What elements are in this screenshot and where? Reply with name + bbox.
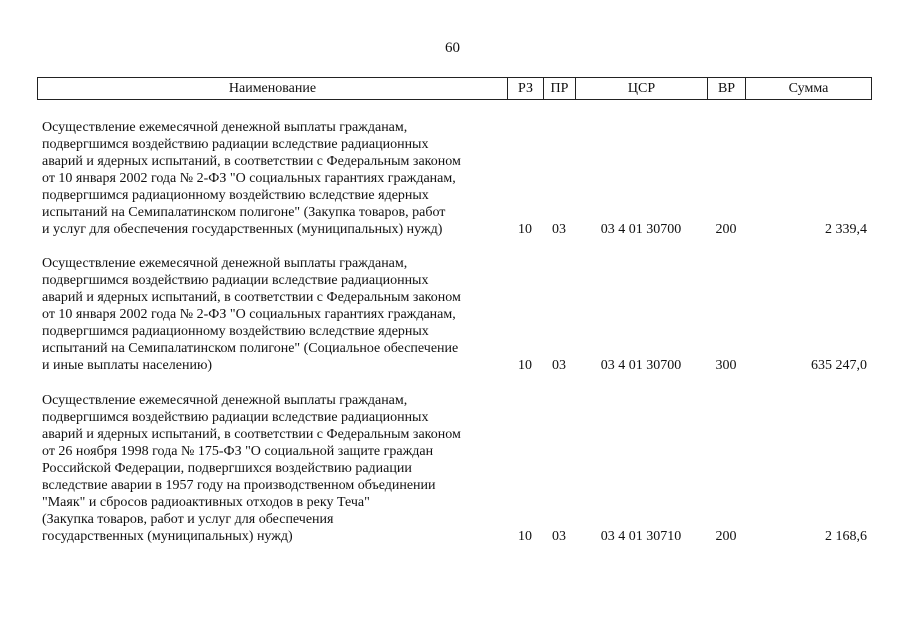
row-name-line: от 26 ноября 1998 года № 175-ФЗ "О социальной защите граждан — [42, 444, 434, 459]
table-header — [37, 77, 872, 100]
row-rz: 10 — [518, 222, 532, 237]
row-name — [42, 255, 512, 374]
row-name-line: подвергшимся воздействию радиации вследствие радиационных — [42, 273, 429, 288]
row-name-line: подвергшимся воздействию радиации вследствие радиационных — [42, 137, 429, 152]
row-sum: 635 247,0 — [811, 358, 867, 373]
row-pr: 03 — [552, 529, 566, 544]
row-name-line: и иные выплаты населению) — [42, 358, 213, 373]
row-name-line: подвергшимся радиационному воздействию вследствие ядерных — [42, 324, 429, 339]
row-pr: 03 — [552, 358, 566, 373]
row-name-line: от 10 января 2002 года № 2-ФЗ "О социальных гарантиях гражданам, — [42, 171, 456, 186]
column-header-csr: ЦСР — [576, 78, 708, 100]
column-header-rz: РЗ — [508, 78, 544, 100]
row-name-line: Осуществление ежемесячной денежной выплаты гражданам, — [42, 256, 408, 271]
column-header-name: Наименование — [38, 78, 508, 100]
row-name-line: государственных (муниципальных) нужд) — [42, 529, 293, 544]
row-csr: 03 4 01 30700 — [600, 222, 682, 237]
row-name-line: аварий и ядерных испытаний, в соответствии с Федеральным законом — [42, 290, 461, 305]
row-name-line: подвергшимся радиационному воздействию вследствие ядерных — [42, 188, 429, 203]
row-name-line: подвергшимся воздействию радиации вследствие радиационных — [42, 410, 429, 425]
row-name-line: (Закупка товаров, работ и услуг для обеспечения — [42, 512, 334, 527]
row-vr: 200 — [715, 529, 737, 544]
row-name-line: испытаний на Семипалатинском полигоне" (Социальное обеспечение — [42, 341, 459, 356]
row-vr: 200 — [715, 222, 737, 237]
row-name-line: аварий и ядерных испытаний, в соответствии с Федеральным законом — [42, 154, 461, 169]
column-header-pr: ПР — [544, 78, 576, 100]
row-sum: 2 339,4 — [825, 222, 867, 237]
row-name-line: Осуществление ежемесячной денежной выплаты гражданам, — [42, 393, 408, 408]
row-name — [42, 392, 512, 545]
row-csr: 03 4 01 30710 — [600, 529, 682, 544]
row-name-line: аварий и ядерных испытаний, в соответствии с Федеральным законом — [42, 427, 461, 442]
row-vr: 300 — [715, 358, 737, 373]
row-name — [42, 119, 512, 238]
row-name-line: "Маяк" и сбросов радиоактивных отходов в реку Теча" — [42, 495, 370, 510]
row-rz: 10 — [518, 529, 532, 544]
row-name-line: Российской Федерации, подвергшихся воздействию радиации — [42, 461, 412, 476]
row-pr: 03 — [552, 222, 566, 237]
column-header-vr: ВР — [708, 78, 746, 100]
column-header-sum: Сумма — [746, 78, 872, 100]
row-sum: 2 168,6 — [825, 529, 867, 544]
row-rz: 10 — [518, 358, 532, 373]
page-number: 60 — [445, 40, 460, 56]
row-name-line: и услуг для обеспечения государственных (муниципальных) нужд) — [42, 222, 443, 237]
row-csr: 03 4 01 30700 — [600, 358, 682, 373]
row-name-line: Осуществление ежемесячной денежной выплаты гражданам, — [42, 120, 408, 135]
row-name-line: от 10 января 2002 года № 2-ФЗ "О социальных гарантиях гражданам, — [42, 307, 456, 322]
row-name-line: испытаний на Семипалатинском полигоне" (Закупка товаров, работ — [42, 205, 446, 220]
row-name-line: вследствие аварии в 1957 году на производственном объединении — [42, 478, 436, 493]
